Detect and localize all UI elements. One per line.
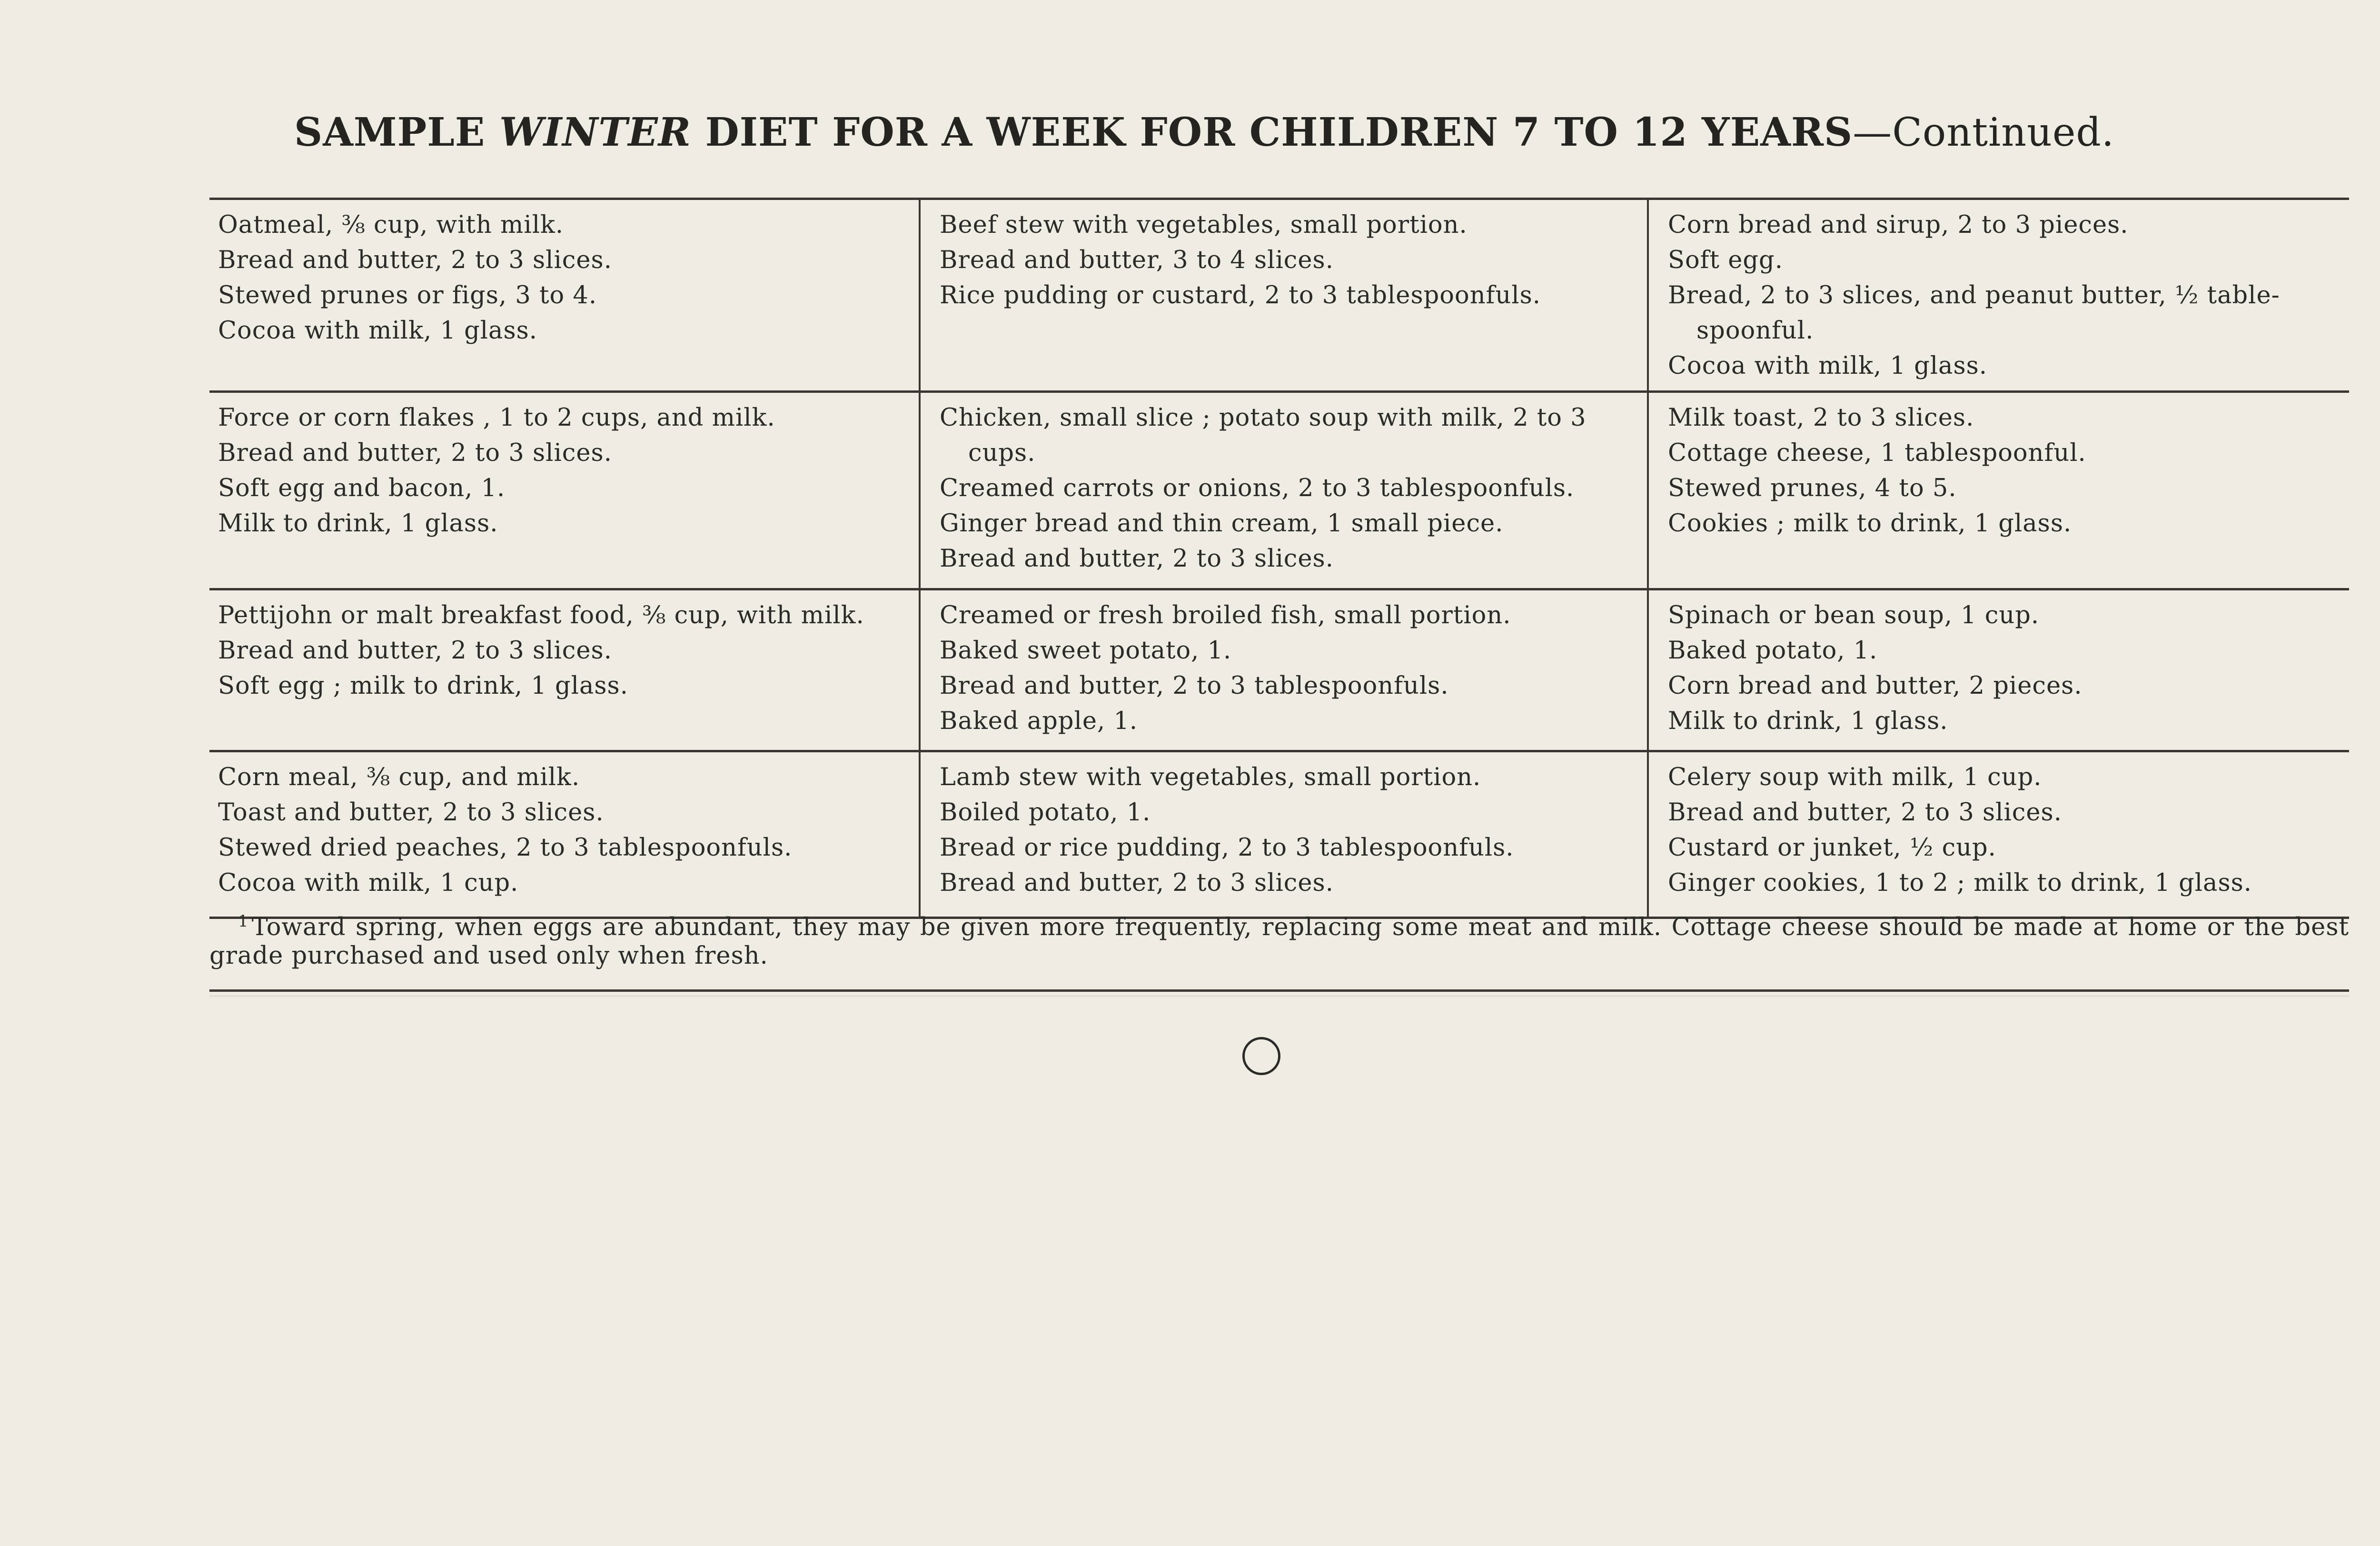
menu-line: Bread and butter, 2 to 3 slices.	[940, 545, 1334, 573]
menu-line: Rice pudding or custard, 2 to 3 tablespoonfuls.	[940, 281, 1541, 309]
footnote-rule	[209, 989, 2349, 992]
cell-dinner	[919, 752, 1647, 917]
menu-line: Boiled potato, 1.	[940, 798, 1151, 827]
cell-breakfast	[209, 393, 919, 588]
menu-line: Ginger cookies, 1 to 2 ; milk to drink, 1 glass.	[1668, 869, 2252, 897]
cell-breakfast	[209, 590, 919, 750]
menu-line: Stewed dried peaches, 2 to 3 tablespoonfuls.	[218, 834, 793, 862]
menu-line: Force or corn flakes , 1 to 2 cups, and milk.	[218, 404, 775, 432]
footnote-text: Toward spring, when eggs are abundant, they may be given more frequently, replacing some meat and milk. Cottage cheese should be made at home or the best grade purchased and used only when fresh.	[209, 913, 2349, 970]
title-emphasis: WINTER	[499, 110, 692, 155]
footnote	[209, 907, 2349, 970]
menu-line: Beef stew with vegetables, small portion.	[940, 211, 1468, 239]
menu-line: Cookies ; milk to drink, 1 glass.	[1668, 509, 2072, 538]
title-part-3: DIET FOR A WEEK FOR CHILDREN 7 TO 12 YEARS	[691, 110, 1853, 155]
menu-line: Oatmeal, ⅜ cup, with milk.	[218, 211, 564, 239]
menu-line: Pettijohn or malt breakfast food, ⅜ cup, with milk.	[218, 601, 864, 629]
menu-line: Bread and butter, 2 to 3 slices.	[940, 869, 1334, 897]
menu-line: Creamed carrots or onions, 2 to 3 tablespoonfuls.	[940, 474, 1575, 502]
cell-dinner	[919, 200, 1647, 390]
menu-line: Bread and butter, 2 to 3 slices.	[218, 637, 612, 665]
menu-line: Bread and butter, 2 to 3 slices.	[1668, 798, 2062, 827]
diet-table	[209, 198, 2349, 919]
table-row	[209, 393, 2349, 590]
menu-line: Baked apple, 1.	[940, 707, 1138, 735]
menu-line: Baked potato, 1.	[1668, 637, 1878, 665]
table-row	[209, 590, 2349, 752]
menu-line: Creamed or fresh broiled fish, small portion.	[940, 601, 1511, 629]
cell-supper	[1647, 200, 2349, 390]
menu-line: Cocoa with milk, 1 glass.	[218, 317, 538, 345]
menu-line: spoonful.	[1696, 317, 1814, 345]
menu-line: Bread or rice pudding, 2 to 3 tablespoonfuls.	[940, 834, 1514, 862]
menu-line: Chicken, small slice ; potato soup with milk, 2 to 3	[940, 404, 1587, 432]
menu-line: Stewed prunes, 4 to 5.	[1668, 474, 1957, 502]
menu-line: Lamb stew with vegetables, small portion.	[940, 763, 1481, 791]
cell-dinner	[919, 590, 1647, 750]
menu-line: Spinach or bean soup, 1 cup.	[1668, 601, 2040, 629]
cell-supper	[1647, 393, 2349, 588]
menu-line: Toast and butter, 2 to 3 slices.	[218, 798, 604, 827]
cell-dinner	[919, 393, 1647, 588]
cell-breakfast	[209, 200, 919, 390]
menu-line: Celery soup with milk, 1 cup.	[1668, 763, 2042, 791]
menu-line: Corn bread and butter, 2 pieces.	[1668, 672, 2082, 700]
table-row	[209, 200, 2349, 393]
title-continued: —Continued.	[1853, 110, 2114, 155]
menu-line: Bread and butter, 2 to 3 slices.	[218, 246, 612, 274]
cell-breakfast	[209, 752, 919, 917]
menu-line: Custard or junket, ½ cup.	[1668, 834, 1996, 862]
menu-line: Stewed prunes or figs, 3 to 4.	[218, 281, 597, 309]
menu-line: Milk to drink, 1 glass.	[218, 509, 498, 538]
menu-line: Corn meal, ⅜ cup, and milk.	[218, 763, 580, 791]
menu-line: Soft egg and bacon, 1.	[218, 474, 506, 502]
menu-line: Cocoa with milk, 1 cup.	[218, 869, 519, 897]
menu-line: Bread and butter, 2 to 3 slices.	[218, 439, 612, 467]
menu-line: Baked sweet potato, 1.	[940, 637, 1232, 665]
binding-hole-icon	[1242, 1037, 1280, 1075]
menu-line: Bread and butter, 3 to 4 slices.	[940, 246, 1334, 274]
menu-line: Soft egg ; milk to drink, 1 glass.	[218, 672, 628, 700]
menu-line: Milk to drink, 1 glass.	[1668, 707, 1948, 735]
menu-line: Milk toast, 2 to 3 slices.	[1668, 404, 1974, 432]
menu-line: Corn bread and sirup, 2 to 3 pieces.	[1668, 211, 2129, 239]
menu-line: cups.	[968, 439, 1036, 467]
menu-line: Bread, 2 to 3 slices, and peanut butter, ½ table-	[1668, 281, 2280, 309]
title-part-1: SAMPLE	[294, 110, 499, 155]
menu-line: Soft egg.	[1668, 246, 1783, 274]
footnote-marker: 1	[238, 912, 249, 931]
menu-line: Ginger bread and thin cream, 1 small piece.	[940, 509, 1504, 538]
menu-line: Cocoa with milk, 1 glass.	[1668, 352, 1988, 380]
cell-supper	[1647, 590, 2349, 750]
table-row	[209, 752, 2349, 919]
cell-supper	[1647, 752, 2349, 917]
page-title	[205, 110, 2204, 155]
menu-line: Cottage cheese, 1 tablespoonful.	[1668, 439, 2086, 467]
menu-line: Bread and butter, 2 to 3 tablespoonfuls.	[940, 672, 1449, 700]
